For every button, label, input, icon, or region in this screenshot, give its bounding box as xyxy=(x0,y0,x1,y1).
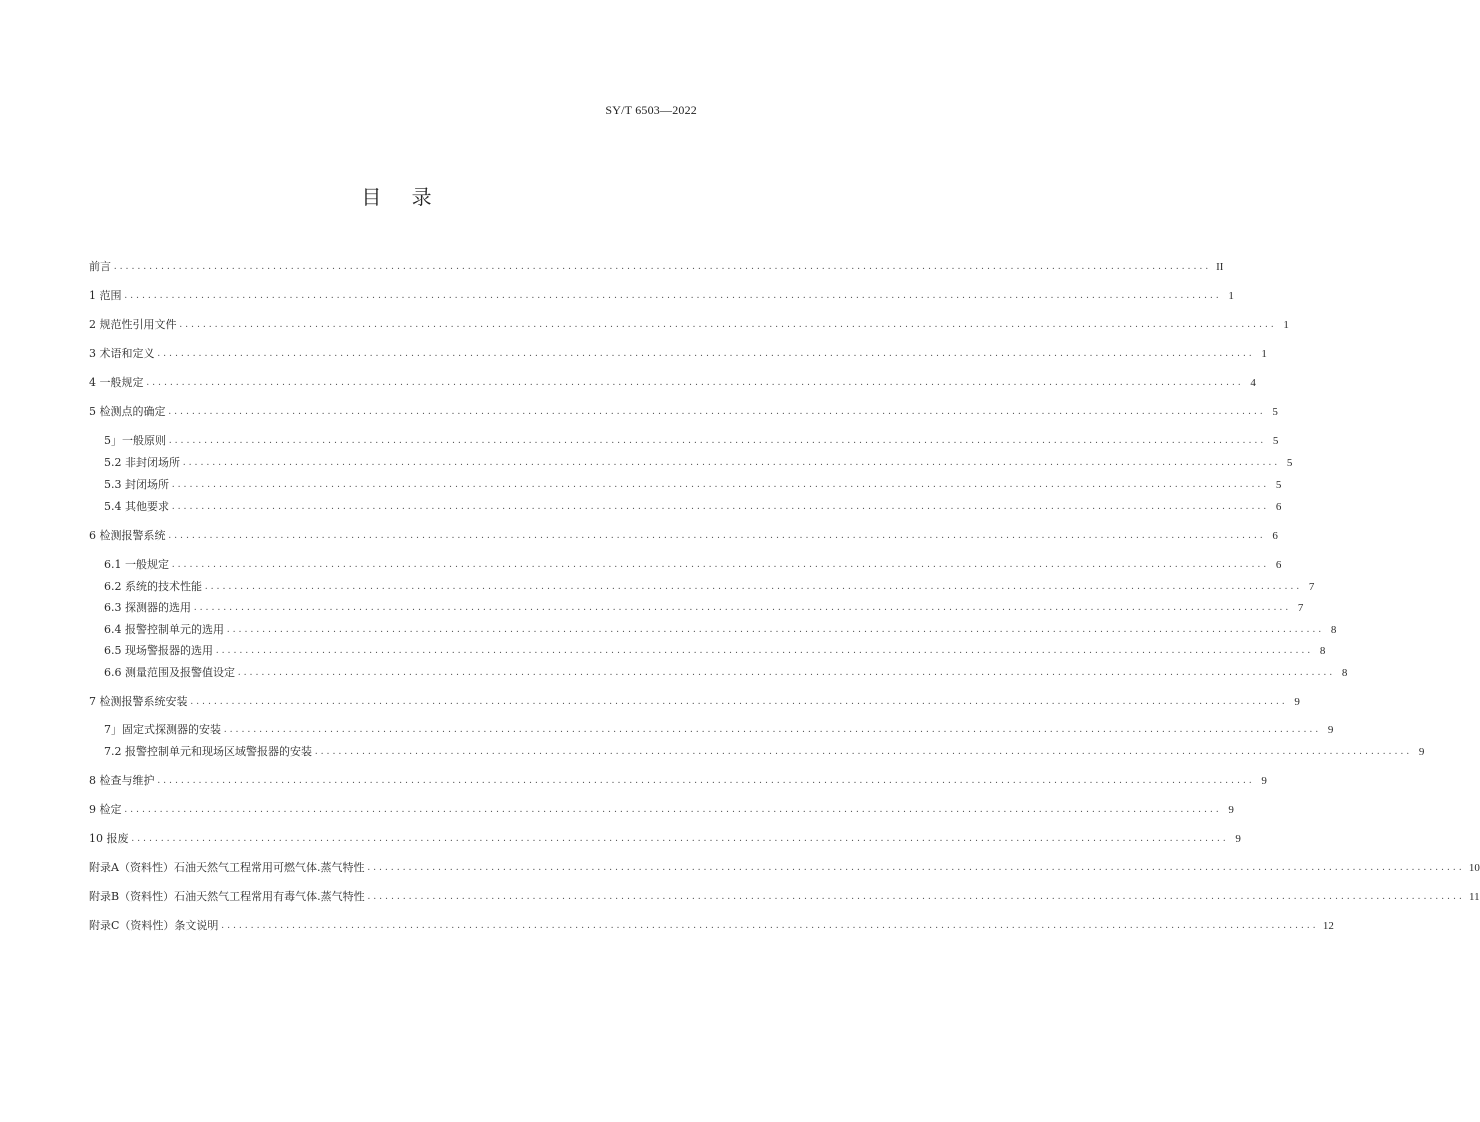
toc-entry-label: 6.5 现场警报器的选用 xyxy=(104,643,216,659)
toc-entry-page: 4 xyxy=(1250,377,1256,389)
toc-leader-dots: .......................................................................................................................................................................................... xyxy=(124,290,1222,301)
toc-entry-appendix-a[interactable] xyxy=(89,860,1480,876)
toc-leader-dots: .......................................................................................................................................................................................... xyxy=(216,645,1314,656)
toc-leader-dots: .......................................................................................................................................................................................... xyxy=(315,746,1413,757)
toc-entry-6-1[interactable] xyxy=(104,557,1282,573)
toc-leader-dots: .......................................................................................................................................................................................... xyxy=(224,724,1322,735)
toc-entry-page: 8 xyxy=(1319,645,1326,657)
toc-entry-label: 6.6 测量范围及报警值设定 xyxy=(104,665,238,681)
toc-leader-dots: .......................................................................................................................................................................................... xyxy=(114,261,1212,272)
toc-entry-page: 5 xyxy=(1272,435,1279,447)
toc-entry-6-5[interactable] xyxy=(104,643,1326,659)
toc-entry-page: 9 xyxy=(1228,804,1234,816)
toc-entry-5-2[interactable] xyxy=(104,455,1293,471)
toc-entry-terms[interactable] xyxy=(89,346,1267,362)
toc-leader-dots: .......................................................................................................................................................................................... xyxy=(131,833,1229,844)
toc-entry-scope[interactable] xyxy=(89,288,1234,304)
toc-entry-page: 1 xyxy=(1261,348,1267,360)
toc-leader-dots: .......................................................................................................................................................................................... xyxy=(157,775,1255,786)
toc-entry-scrapping[interactable] xyxy=(89,831,1241,847)
toc-entry-verification[interactable] xyxy=(89,802,1234,818)
toc-entry-page: 7 xyxy=(1308,581,1315,593)
toc-entry-label: 6 检测报警系统 xyxy=(89,528,169,544)
toc-leader-dots: .......................................................................................................................................................................................... xyxy=(172,501,1270,512)
toc-entry-foreword[interactable] xyxy=(89,259,1224,275)
toc-entry-label: 5」一般原则 xyxy=(104,433,169,449)
toc-entry-6-3[interactable] xyxy=(104,600,1304,616)
toc-entry-label: 9 检定 xyxy=(89,802,125,818)
toc-entry-label: 5.3 封闭场所 xyxy=(104,477,172,493)
toc-entry-page: 6 xyxy=(1275,559,1282,571)
toc-entry-label: 7」固定式探测器的安装 xyxy=(104,722,224,738)
toc-entry-page: 8 xyxy=(1330,624,1337,636)
toc-entry-detection-points[interactable] xyxy=(89,404,1278,420)
toc-entry-page: 10 xyxy=(1468,862,1480,874)
toc-entry-page: 5 xyxy=(1275,479,1282,491)
toc-entry-label: 7 检测报警系统安装 xyxy=(89,694,191,710)
toc-entry-label: 3 术语和定义 xyxy=(89,346,158,362)
toc-entry-page: 6 xyxy=(1272,530,1278,542)
toc-entry-7-1[interactable] xyxy=(104,722,1334,738)
toc-leader-dots: .......................................................................................................................................................................................... xyxy=(172,479,1270,490)
toc-entry-normative-references[interactable] xyxy=(89,317,1289,333)
toc-leader-dots: .......................................................................................................................................................................................... xyxy=(157,348,1255,359)
toc-entry-page: 1 xyxy=(1228,290,1234,302)
toc-entry-label: 2 规范性引用文件 xyxy=(89,317,180,333)
toc-leader-dots: .......................................................................................................................................................................................... xyxy=(194,602,1292,613)
toc-entry-page: 9 xyxy=(1261,775,1267,787)
toc-entry-alarm-system[interactable] xyxy=(89,528,1278,544)
toc-entry-page: 5 xyxy=(1286,457,1293,469)
toc-leader-dots: .......................................................................................................................................................................................... xyxy=(179,319,1277,330)
page-title: 目 录 xyxy=(361,185,444,209)
toc-entry-label: 5 检测点的确定 xyxy=(89,404,169,420)
toc-entry-page: II xyxy=(1216,261,1224,273)
standard-code: SY/T 6503—2022 xyxy=(605,103,697,117)
toc-entry-page: 1 xyxy=(1283,319,1289,331)
toc-leader-dots: .......................................................................................................................................................................................... xyxy=(205,581,1303,592)
toc-entry-6-2[interactable] xyxy=(104,579,1315,595)
toc-entry-label: 4 一般规定 xyxy=(89,375,147,391)
toc-entry-label: 8 检查与维护 xyxy=(89,773,158,789)
toc-leader-dots: .......................................................................................................................................................................................... xyxy=(168,406,1266,417)
toc-entry-label: 附录B（资料性）石油天然气工程常用有毒气体.蒸气特性 xyxy=(89,889,368,905)
toc-entry-page: 11 xyxy=(1469,891,1480,903)
toc-leader-dots: .......................................................................................................................................................................................... xyxy=(146,377,1244,388)
toc-leader-dots: .......................................................................................................................................................................................... xyxy=(172,559,1270,570)
toc-leader-dots: .......................................................................................................................................................................................... xyxy=(238,667,1336,678)
toc-entry-label: 7.2 报警控制单元和现场区域警报器的安装 xyxy=(104,744,315,760)
toc-entry-6-6[interactable] xyxy=(104,665,1348,681)
toc-entry-page: 7 xyxy=(1297,602,1304,614)
toc-entry-system-installation[interactable] xyxy=(89,694,1300,710)
toc-entry-label: 1 范围 xyxy=(89,288,125,304)
toc-leader-dots: .......................................................................................................................................................................................... xyxy=(367,891,1465,902)
toc-entry-label: 6.3 探测器的选用 xyxy=(104,600,194,616)
toc-entry-7-2[interactable] xyxy=(104,744,1425,760)
toc-entry-page: 9 xyxy=(1235,833,1241,845)
toc-entry-6-4[interactable] xyxy=(104,622,1337,638)
toc-leader-dots: .......................................................................................................................................................................................... xyxy=(183,457,1281,468)
toc-entry-page: 9 xyxy=(1327,724,1334,736)
toc-leader-dots: .......................................................................................................................................................................................... xyxy=(227,624,1325,635)
toc-entry-label: 6.4 报警控制单元的选用 xyxy=(104,622,227,638)
toc-entry-label: 附录A（资料性）石油天然气工程常用可燃气体.蒸气特性 xyxy=(89,860,367,876)
toc-leader-dots: .......................................................................................................................................................................................... xyxy=(124,804,1222,815)
toc-entry-appendix-c[interactable] xyxy=(89,918,1334,934)
toc-entry-page: 9 xyxy=(1418,746,1425,758)
toc-entry-general-provisions[interactable] xyxy=(89,375,1256,391)
toc-leader-dots: .......................................................................................................................................................................................... xyxy=(168,530,1266,541)
toc-entry-page: 5 xyxy=(1272,406,1278,418)
toc-entry-5-1[interactable] xyxy=(104,433,1279,449)
toc-entry-label: 附录C（资料性）条文说明 xyxy=(89,918,221,934)
toc-entry-label: 10 报废 xyxy=(89,831,132,847)
toc-leader-dots: .......................................................................................................................................................................................... xyxy=(221,920,1319,931)
toc-entry-page: 12 xyxy=(1322,920,1334,932)
toc-entry-label: 5.4 其他要求 xyxy=(104,499,172,515)
toc-leader-dots: .......................................................................................................................................................................................... xyxy=(169,435,1267,446)
toc-entry-5-3[interactable] xyxy=(104,477,1282,493)
toc-entry-appendix-b[interactable] xyxy=(89,889,1480,905)
toc-entry-label: 5.2 非封闭场所 xyxy=(104,455,183,471)
toc-leader-dots: .......................................................................................................................................................................................... xyxy=(367,862,1465,873)
toc-entry-label: 前言 xyxy=(89,259,114,275)
toc-entry-inspection-maintenance[interactable] xyxy=(89,773,1267,789)
toc-entry-label: 6.1 一般规定 xyxy=(104,557,172,573)
toc-entry-page: 9 xyxy=(1294,696,1300,708)
toc-entry-page: 8 xyxy=(1341,667,1348,679)
toc-leader-dots: .......................................................................................................................................................................................... xyxy=(190,696,1288,707)
toc-entry-label: 6.2 系统的技术性能 xyxy=(104,579,205,595)
toc-entry-page: 6 xyxy=(1275,501,1282,513)
toc-entry-5-4[interactable] xyxy=(104,499,1282,515)
